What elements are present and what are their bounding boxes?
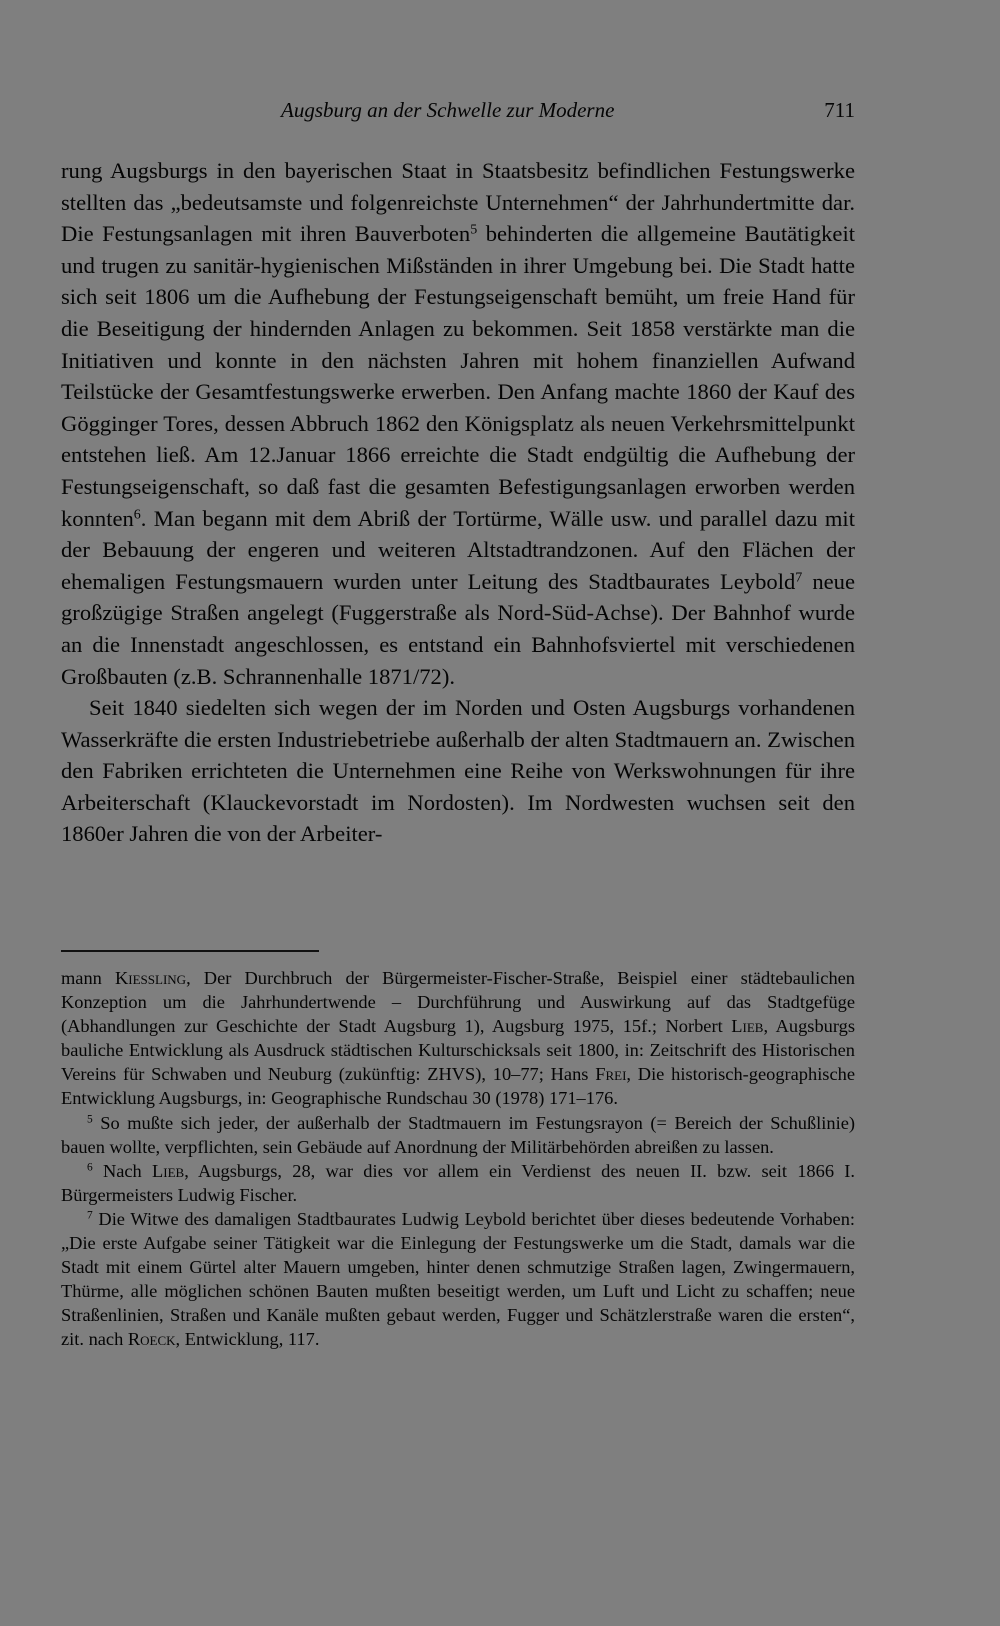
paragraph: Seit 1840 siedelten sich wegen der im Norden und Osten Augsburgs vorhandenen Wasserkräfte die ersten Industriebetriebe außerhalb der alten Stadtmauern an. Zwischen den Fabriken errichteten die Unternehmen eine Reihe von Werkswohnungen für ihre Arbeiterschaft (Klauckevorstadt im Nordosten). Im Nordwesten wuchsen seit den 1860er Jahren die von der Arbeiter- — [61, 695, 855, 847]
running-head — [61, 98, 855, 128]
footnote-divider — [61, 950, 319, 952]
author-name: Lieb — [152, 1160, 185, 1181]
author-name: Frei — [595, 1064, 627, 1085]
footnote-text: , Augsburgs bauliche Entwicklung als Ausdruck städtischen Kulturschicksals seit 1800, in: Zeitschrift des Historischen Vereins für Schwaben und Neuburg (zukünftig: ZHVS), 10–77; Hans — [61, 1016, 855, 1085]
footnote-number: 6 — [87, 1161, 93, 1174]
paragraph-text: behinderten die allgemeine Bautätigkeit und trugen zu sanitär-hygienischen Mißständen in ihrer Umgebung bei. Die Stadt hatte sich seit 1806 um die Aufhebung der Festungseigenschaft bemüht, um freie Hand für die Beseitigung der hindernden Anlagen zu bekommen. Seit 1858 verstärkte man die Initiativen und konnte in den nächsten Jahren mit hohem finanziellen Aufwand Teilstücke der Gesamtfestungswerke erwerben. Den Anfang machte 1860 der Kauf des Gögginger Tores, dessen Abbruch 1862 den Königsplatz als neuen Verkehrsmittelpunkt entstehen ließ. Am 12.Januar 1866 erreichte die Stadt endgültig die Aufhebung der Festungseigenschaft, so daß fast die gesamten Befestigungsanlagen erworben werden konnten — [61, 221, 856, 531]
footnote-text: , Augsburgs, 28, war dies vor allem ein Verdienst des neuen II. bzw. seit 1866 I. Bürgermeisters Ludwig Fischer. — [61, 1160, 855, 1205]
footnote-reference: 7 — [795, 570, 803, 586]
footnote-text: mann — [61, 968, 115, 988]
author-name: Lieb — [731, 1016, 764, 1037]
body-text — [61, 155, 855, 850]
footnote-text: So mußte sich jeder, der außerhalb der Stadtmauern im Festungsrayon (= Bereich der Schußlinie) bauen wollte, verpflichten, sein Gebäude auf Anordnung der Militärbehörden abreißen zu lassen. — [61, 1112, 855, 1157]
footnote-5 — [61, 1111, 855, 1159]
paragraph-text: . Man begann mit dem Abriß der Tortürme, Wälle usw. und parallel dazu mit der Bebauung der engeren und weiteren Altstadtrandzonen. Auf den Flächen der ehemaligen Festungsmauern wurden unter Leitung des Stadtbaurates Leybold — [61, 505, 855, 594]
footnote-7 — [61, 1207, 855, 1352]
footnote-number: 7 — [87, 1209, 93, 1222]
page-number: 711 — [824, 98, 855, 122]
footnote-reference: 5 — [470, 222, 478, 238]
author-name: Kiessling — [115, 968, 187, 988]
footnote-reference: 6 — [133, 506, 141, 522]
footnote-continuation — [61, 966, 855, 1111]
footnote-text: , Entwicklung, 117. — [175, 1329, 320, 1350]
footnotes — [61, 966, 855, 1352]
footnote-text: Die Witwe des damaligen Stadtbaurates Ludwig Leybold berichtet über dieses bedeutende Vorhaben: „Die erste Aufgabe seiner Tätigkeit war die Einlegung der Festungswerke um die Stadt, damals war die Stadt mit einem Gürtel alter Mauern umgeben, hinter denen schmutzige Straßen lagen, Zwingermauern, Thürme, alle möglichen schönen Bauten mußten beseitigt werden, um Luft und Licht zu schaffen; neue Straßenlinien, Straßen und Kanäle mußten gebaut werden, Fugger und Schätzlerstraße waren die ersten“, zit. nach — [61, 1208, 855, 1350]
paragraph-text: neue großzügige Straßen angelegt (Fuggerstraße als Nord-Süd-Achse). Der Bahnhof wurde an die Innenstadt angeschlossen, es entstand ein Bahnhofsviertel mit verschiedenen Großbauten (z.B. Schrannenhalle 1871/72). — [61, 568, 855, 689]
footnote-text: , Die historisch-geographische Entwicklung Augsburgs, in: Geographische Rundschau 30 (1978) 171–176. — [61, 1064, 855, 1109]
paragraph-text: rung Augsburgs in den bayerischen Staat in Staatsbesitz befindlichen Festungswerke stellten das „bedeutsamste und folgenreichste Unternehmen“ der Jahrhundertmitte dar. Die Festungsanlagen mit ihren Bauverboten — [61, 158, 855, 247]
footnote-number: 5 — [87, 1113, 93, 1126]
author-name: Roeck — [127, 1329, 176, 1350]
footnote-text: Nach — [92, 1160, 153, 1181]
footnote-text: , Der Durchbruch der Bürgermeister-Fischer-Straße, Beispiel einer städtebaulichen Konzeption um die Jahrhundertwende – Durchführung und Auswirkung auf das Stadtgefüge (Abhandlungen zur Geschichte der Stadt Augsburg 1), Augsburg 1975, 15f.; Norbert — [61, 968, 855, 1037]
footnote-6 — [61, 1159, 855, 1207]
paragraph — [61, 155, 855, 692]
running-title: Augsburg an der Schwelle zur Moderne — [281, 98, 615, 122]
